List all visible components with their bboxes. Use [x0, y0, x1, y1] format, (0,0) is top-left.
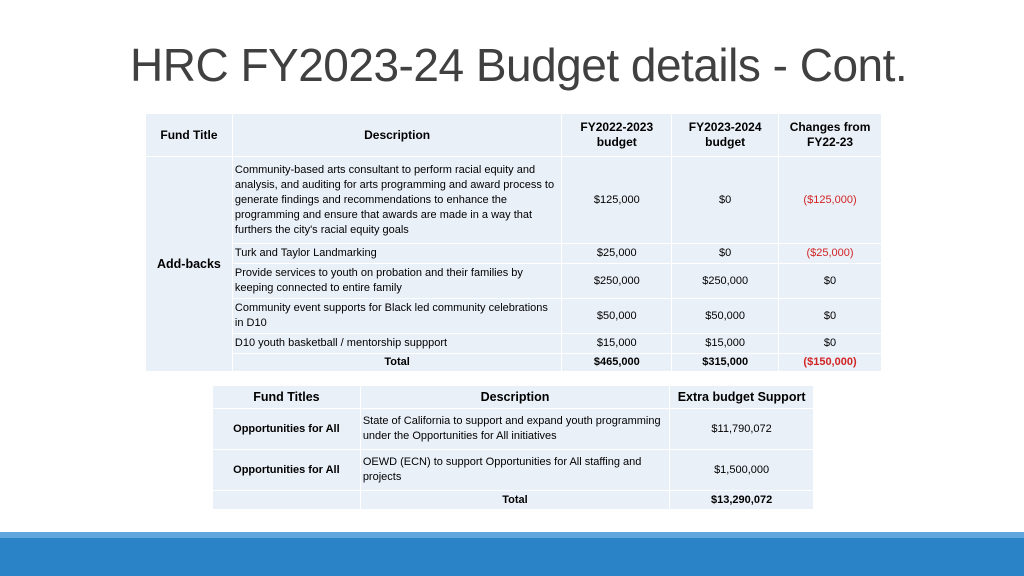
footer-bar [0, 538, 1024, 576]
table-row [146, 264, 882, 299]
row-description: D10 youth basketball / mentorship suppport [232, 334, 561, 354]
row-change: $0 [779, 334, 882, 354]
row-change: $0 [779, 264, 882, 299]
table-header-row [146, 114, 882, 157]
row-fy2324: $250,000 [672, 264, 779, 299]
group-label-addbacks: Add-backs [146, 157, 233, 372]
page-title: HRC FY2023-24 Budget details - Cont. [130, 39, 908, 91]
table-row [146, 244, 882, 264]
row-fund-title: Opportunities for All [213, 409, 361, 450]
table-row [146, 157, 882, 244]
total-amount: $13,290,072 [670, 491, 814, 510]
total-fy2324: $315,000 [672, 354, 779, 372]
row-fy2324: $0 [672, 244, 779, 264]
row-amount: $1,500,000 [670, 450, 814, 491]
header-fund-title: Fund Title [146, 114, 233, 157]
row-description: OEWD (ECN) to support Opportunities for All staffing and projects [360, 450, 669, 491]
total-change: ($150,000) [779, 354, 882, 372]
budget-addbacks-table [145, 113, 882, 372]
header-extra-support: Extra budget Support [670, 386, 814, 409]
row-change: $0 [779, 299, 882, 334]
extra-support-table [212, 385, 814, 510]
total-label: Total [360, 491, 669, 510]
row-description: Community event supports for Black led community celebrations in D10 [232, 299, 561, 334]
table-header-row [213, 386, 814, 409]
row-fy2223: $50,000 [562, 299, 672, 334]
total-row [146, 354, 882, 372]
row-change: ($25,000) [779, 244, 882, 264]
row-description: Turk and Taylor Landmarking [232, 244, 561, 264]
row-fy2324: $15,000 [672, 334, 779, 354]
header-description: Description [232, 114, 561, 157]
row-description: Provide services to youth on probation and their families by keeping connected to entire family [232, 264, 561, 299]
row-description: Community-based arts consultant to perform racial equity and analysis, and auditing for arts programming and award process to generate findings and recommendations to enhance the programming and ensure that awards are made in a way that furthers the city's racial equity goals [232, 157, 561, 244]
row-fy2324: $50,000 [672, 299, 779, 334]
row-fy2324: $0 [672, 157, 779, 244]
total-row [213, 491, 814, 510]
header-description: Description [360, 386, 669, 409]
row-fy2223: $25,000 [562, 244, 672, 264]
row-fy2223: $125,000 [562, 157, 672, 244]
header-fy2324: FY2023-2024 budget [672, 114, 779, 157]
header-fund-titles: Fund Titles [213, 386, 361, 409]
header-fy2223: FY2022-2023 budget [562, 114, 672, 157]
table-row [213, 409, 814, 450]
row-amount: $11,790,072 [670, 409, 814, 450]
row-description: State of California to support and expand youth programming under the Opportunities for All initiatives [360, 409, 669, 450]
table-row [146, 334, 882, 354]
total-empty-cell [213, 491, 361, 510]
total-label: Total [232, 354, 561, 372]
row-fund-title: Opportunities for All [213, 450, 361, 491]
row-fy2223: $15,000 [562, 334, 672, 354]
header-changes: Changes from FY22-23 [779, 114, 882, 157]
row-change: ($125,000) [779, 157, 882, 244]
table-row [146, 299, 882, 334]
row-fy2223: $250,000 [562, 264, 672, 299]
total-fy2223: $465,000 [562, 354, 672, 372]
table-row [213, 450, 814, 491]
